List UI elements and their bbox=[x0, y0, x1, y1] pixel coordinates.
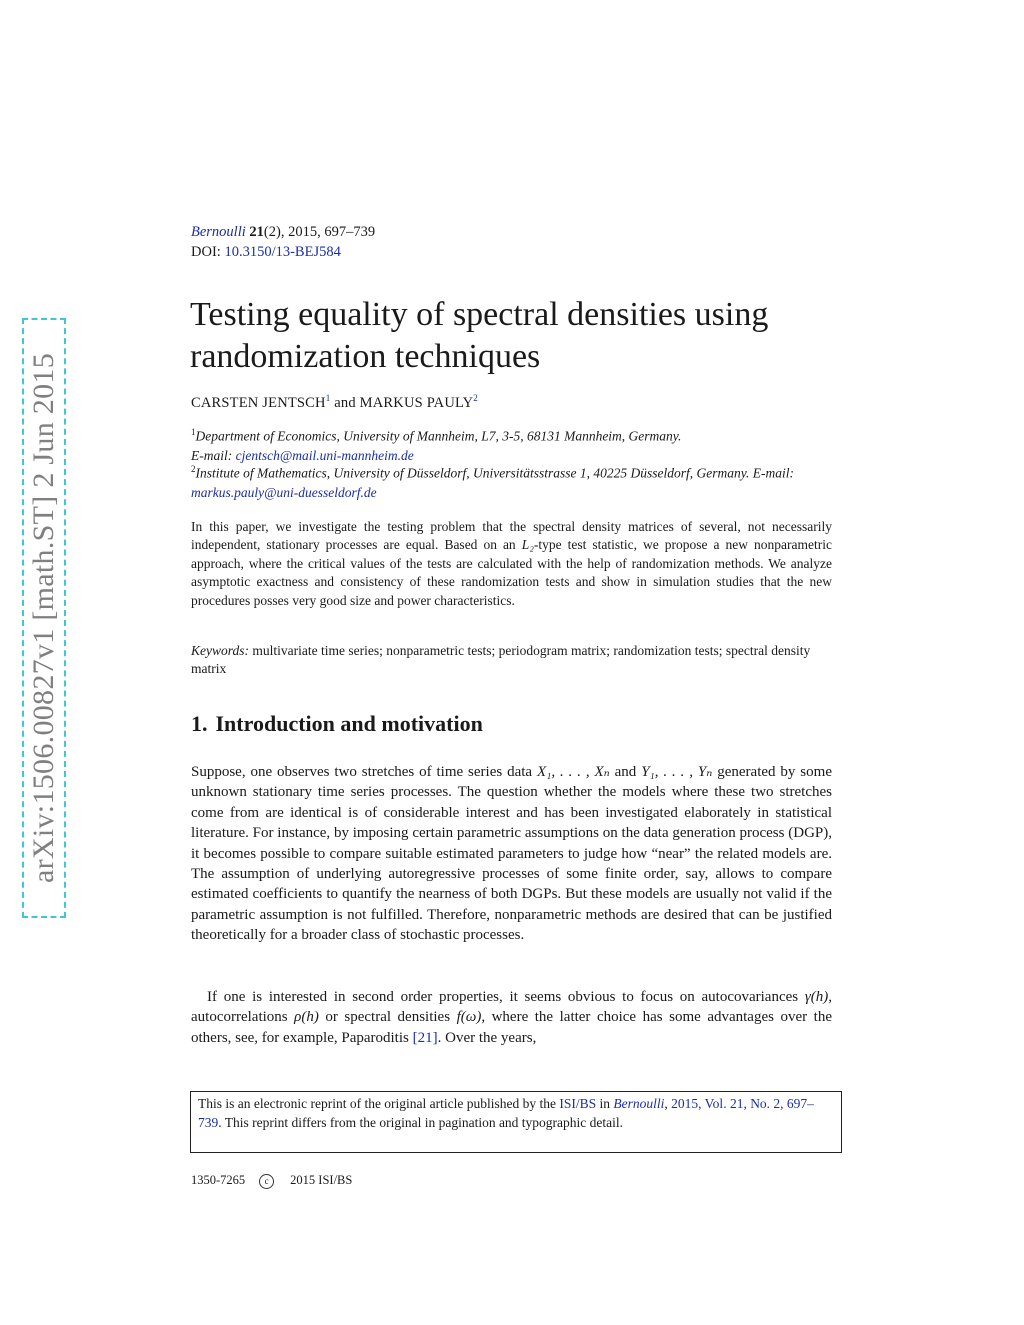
journal-issue-pages: (2), 2015, 697–739 bbox=[263, 224, 376, 240]
doi-link[interactable]: 10.3150/13-BEJ584 bbox=[224, 244, 341, 260]
math-inline: X₁, . . . , Xₙ bbox=[536, 764, 610, 780]
section-number: 1. bbox=[191, 711, 208, 736]
affiliation-text: Institute of Mathematics, University of Düsseldorf, Universitätsstrasse 1, 40225 Düsseldorf, Germany. bbox=[195, 465, 750, 481]
abstract bbox=[191, 518, 832, 610]
page-footer bbox=[191, 1173, 352, 1189]
journal-citation bbox=[191, 222, 375, 242]
author-name: CARSTEN JENTSCH bbox=[191, 394, 326, 411]
doi-label: DOI: bbox=[191, 244, 221, 260]
paragraph-text: and bbox=[609, 764, 642, 780]
paper-title: Testing equality of spectral densities using randomization techniques bbox=[190, 296, 769, 375]
math-inline: Y₁, . . . , Yₙ bbox=[641, 764, 713, 780]
math-inline: ρ(h) bbox=[294, 1009, 319, 1026]
arxiv-identifier: arXiv:1506.00827v1 [math.ST] 2 Jun 2015 bbox=[27, 353, 60, 883]
author-conjunction: and bbox=[334, 394, 356, 411]
paragraph-text: generated by some unknown stationary time series processes. The question whether the models where these two stretches come from are identical is of considerable interest and has been investigated elaborately in statistical literature. For instance, by imposing certain parametric assumptions on the data generation process (DGP), it becomes possible to compare suitable estimated parameters to judge how “near” the related models are. The assumption of underlying autoregressive processes of some finite order, say, allows to compare estimated coefficients to quantify the nearness of both DGPs. But these models are usually not valid if the parametric assumption is not fulfilled. Therefore, nonparametric methods are desired that can be justified theoretically for a broader class of stochastic processes. bbox=[191, 764, 832, 944]
affiliation-ref-link[interactable]: 1 bbox=[325, 393, 331, 403]
paragraph-text: . Over the years, bbox=[437, 1029, 537, 1046]
paragraph-text: Suppose, one observes two stretches of time series data bbox=[191, 764, 537, 780]
abstract-text: In this paper, we investigate the testing problem that the spectral density matrices of several, not necessarily independent, stationary processes are equal. Based on an bbox=[191, 519, 832, 553]
affiliation-text: Department of Economics, University of Mannheim, L7, 3-5, 68131 Mannheim, Germany. bbox=[195, 428, 682, 444]
math-inline: γ(h) bbox=[804, 989, 829, 1005]
copyright-holder: 2015 ISI/BS bbox=[290, 1173, 353, 1187]
math-inline: f(ω) bbox=[456, 1009, 482, 1026]
notice-text: This is an electronic reprint of the original article published by the bbox=[198, 1096, 560, 1111]
volume-link[interactable]: 2015, Vol. 21, No. 2, 697–739 bbox=[198, 1096, 814, 1130]
paragraph-text: or spectral densities bbox=[318, 1009, 457, 1026]
abstract-text: -type test statistic, we propose a new nonparametric approach, where the critical values of the tests are calculated with the help of randomization methods. We analyze asymptotic exactness and consistency of these randomization tests and show in simulation studies that the new procedures posses very good size and power characteristics. bbox=[191, 537, 832, 608]
affiliation-number: 2 bbox=[191, 464, 196, 474]
citation-link[interactable]: [21] bbox=[412, 1029, 438, 1046]
journal-volume: 21 bbox=[249, 224, 264, 240]
paragraph-text: If one is interested in second order properties, it seems obvious to focus on autocovariances bbox=[207, 989, 805, 1005]
intro-paragraph-1 bbox=[191, 762, 832, 946]
math-inline: L₂ bbox=[521, 537, 534, 553]
reprint-notice bbox=[190, 1091, 842, 1153]
copyright-icon: c bbox=[259, 1174, 274, 1189]
journal-name-link[interactable]: Bernoulli bbox=[191, 224, 246, 240]
intro-paragraph-2 bbox=[191, 987, 832, 1048]
author-name: MARKUS PAULY bbox=[359, 394, 474, 411]
notice-text: , bbox=[664, 1096, 672, 1111]
doi-line bbox=[191, 242, 341, 262]
affiliation-number: 1 bbox=[191, 427, 196, 437]
notice-text: . This reprint differs from the original in pagination and typographic detail. bbox=[218, 1114, 624, 1130]
affiliation-2 bbox=[191, 460, 831, 502]
arxiv-stamp bbox=[22, 318, 66, 918]
email-link[interactable]: markus.pauly@uni-duesseldorf.de bbox=[191, 484, 377, 500]
keywords-label: Keywords: bbox=[191, 643, 249, 658]
email-label: E-mail: bbox=[191, 447, 233, 463]
paragraph-text: , where the latter choice has some advantages over the others, see, for example, Paparoditis bbox=[191, 1009, 832, 1046]
keywords bbox=[191, 642, 832, 679]
issn: 1350-7265 bbox=[191, 1173, 246, 1187]
email-label: E-mail: bbox=[752, 465, 794, 481]
paragraph-text: , autocorrelations bbox=[191, 989, 832, 1026]
keywords-text: multivariate time series; nonparametric tests; periodogram matrix; randomization tests; spectral density matrix bbox=[191, 643, 811, 677]
email-link[interactable]: cjentsch@mail.uni-mannheim.de bbox=[235, 447, 414, 463]
notice-text: in bbox=[596, 1096, 614, 1111]
affiliation-ref-link[interactable]: 2 bbox=[473, 393, 478, 403]
journal-link[interactable]: Bernoulli bbox=[613, 1096, 665, 1111]
section-heading bbox=[191, 711, 483, 737]
affiliation-1 bbox=[191, 423, 831, 465]
section-title: Introduction and motivation bbox=[215, 711, 483, 736]
isi-bs-link[interactable]: ISI/BS bbox=[559, 1096, 597, 1111]
author-line bbox=[191, 393, 478, 412]
